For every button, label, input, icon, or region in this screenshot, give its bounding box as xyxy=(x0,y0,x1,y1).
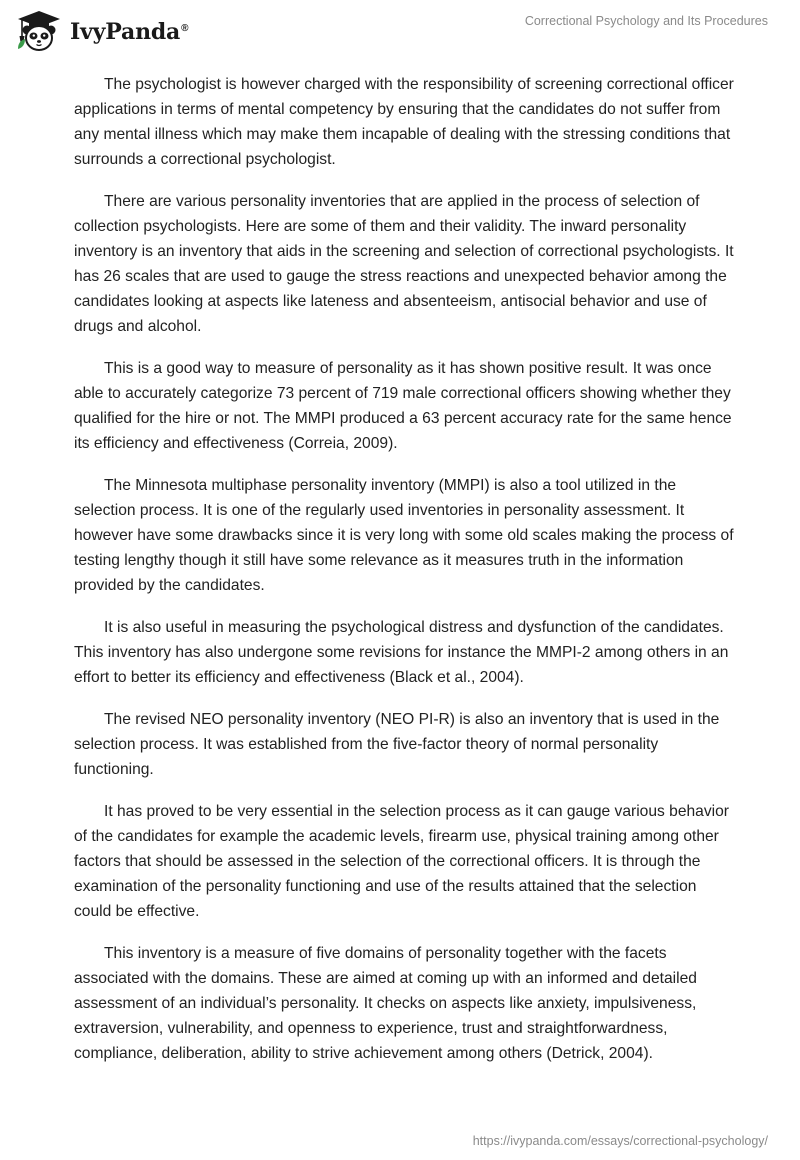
source-url-link[interactable]: https://ivypanda.com/essays/correctional-psychology/ xyxy=(472,1134,768,1148)
paragraph-2: There are various personality inventories that are applied in the process of selection of collection psychologists. Here are some of them and their validity. The inward personality inventory is an inventory that aids in the screening and selection of correctional psychologists. It has 26 scales that are used to gauge the stress reactions and unexpected behavior among the candidates looking at aspects like lateness and absenteeism, antisocial behavior and use of drugs and alcohol. xyxy=(74,193,734,335)
paragraph-1: The psychologist is however charged with the responsibility of screening correctional officer applications in terms of mental competency by ensuring that the candidates do not suffer from any mental illness which may make them incapable of dealing with the stressing conditions that surrounds a correctional psychologist. xyxy=(74,76,734,168)
paragraph-4: The Minnesota multiphase personality inventory (MMPI) is also a tool utilized in the selection process. It is one of the regularly used inventories in personality assessment. It however have some drawbacks since it is very long with some old scales making the process of testing lengthy though it still have some relevance as it measures truth in the information provided by the candidates. xyxy=(74,477,734,594)
paragraph-3: This is a good way to measure of personality as it has shown positive result. It was once able to accurately categorize 73 percent of 719 male correctional officers showing whether they qualified for the hire or not. The MMPI produced a 63 percent accuracy rate for the same hence its efficiency and effectiveness (Correia, 2009). xyxy=(74,360,732,452)
essay-body xyxy=(74,72,734,1083)
document-title: Correctional Psychology and Its Procedures xyxy=(524,14,768,28)
paragraph-6: The revised NEO personality inventory (NEO PI-R) is also an inventory that is used in the selection process. It was established from the five-factor theory of normal personality functioning. xyxy=(74,711,720,778)
logo-text: IvyPanda xyxy=(70,19,181,45)
panda-graduate-icon xyxy=(14,9,64,53)
paragraph-8: This inventory is a measure of five domains of personality together with the facets associated with the domains. These are aimed at coming up with an informed and detailed assessment of an individual’s personality. It checks on aspects like anxiety, impulsiveness, extraversion, vulnerability, and openness to experience, trust and straightforwardness, compliance, deliberation, ability to strive achievement among others (Detrick, 2004). xyxy=(74,945,697,1062)
logo-registered-mark: ® xyxy=(181,22,189,34)
paragraph-5: It is also useful in measuring the psychological distress and dysfunction of the candidates. This inventory has also undergone some revisions for instance the MMPI-2 among others in an effort to better its efficiency and effectiveness (Black et al., 2004). xyxy=(74,619,729,686)
page-header xyxy=(0,0,800,60)
ivypanda-logo[interactable] xyxy=(14,9,188,53)
paragraph-7: It has proved to be very essential in the selection process as it can gauge various behavior of the candidates for example the academic levels, firearm use, physical training among other factors that should be assessed in the selection of the correctional officers. It is through the examination of the personality functioning and use of the results attained that the selection could be effective. xyxy=(74,803,729,920)
logo-wordmark xyxy=(70,19,188,45)
